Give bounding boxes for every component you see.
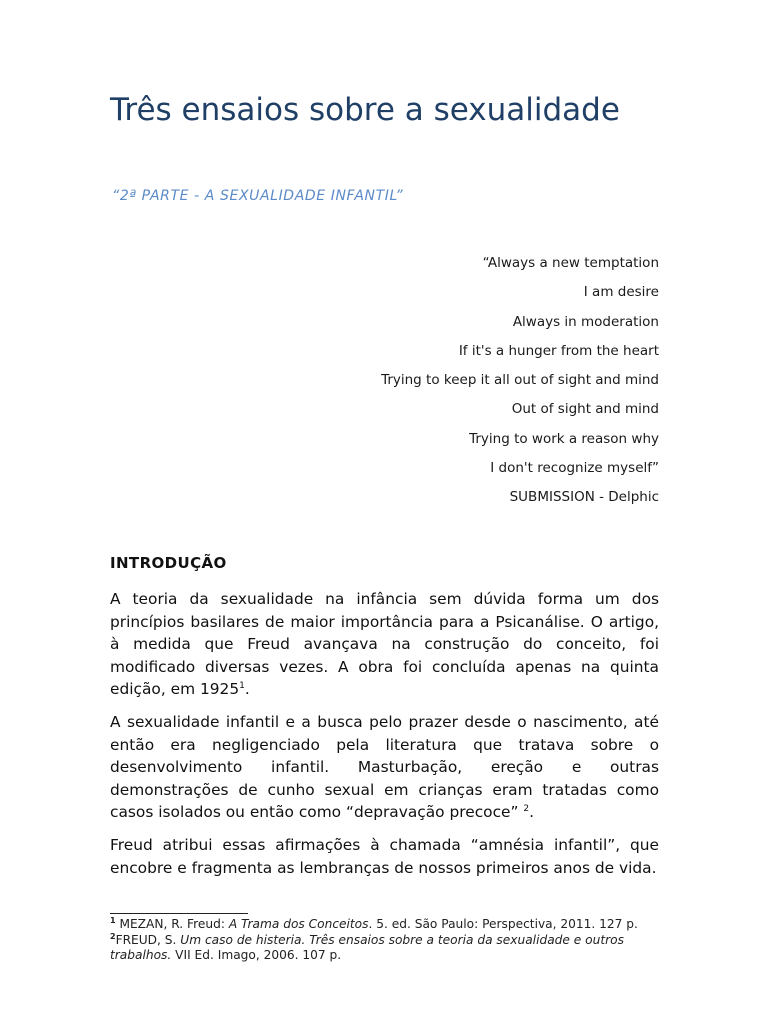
paragraph-text: A teoria da sexualidade na infância sem dúvida forma um dos princípios basilares de maior importância para a Psicanálise. O artigo, à medida que Freud avançava na construção do conceito, foi modificado diversas vezes. A obra foi concluída apenas na quinta edição, em 1925 [110, 590, 659, 699]
epigraph-line: Always in moderation [512, 313, 659, 330]
paragraph [110, 711, 659, 824]
paragraph-text: A sexualidade infantil e a busca pelo prazer desde o nascimento, até então era negligenciado pela literatura que tratava sobre o desenvolvimento infantil. Masturbação, ereção e outras demonstrações de cunho sexual em crianças eram tratadas como casos isolados ou então como “depravação precoce” [110, 712, 659, 822]
footnote-number: 1 [110, 915, 116, 925]
epigraph-line: “Always a new temptation [482, 255, 659, 271]
footnotes [110, 917, 659, 964]
footnote-title: Um caso de histeria. Três ensaios sobre a teoria da sexualidade e outros trabalhos. [110, 933, 624, 962]
footnote-number: 2 [110, 931, 116, 941]
paragraph-end: . [529, 803, 535, 822]
footnote-reference[interactable]: 1 [239, 681, 245, 692]
paragraph [110, 834, 659, 879]
epigraph-line: Out of sight and mind [511, 401, 659, 418]
epigraph-line: Trying to keep it all out of sight and mind [381, 372, 659, 389]
footnote-text: FREUD, S. [115, 933, 181, 947]
footnote [110, 917, 659, 932]
footnote-title: A Trama dos Conceitos [228, 917, 369, 931]
epigraph-line: I am desire [583, 284, 659, 301]
paragraph-text: Freud atribui essas afirmações à chamada “amnésia infantil”, que encobre e fragmenta as lembranças de nossos primeiros anos de vida. [110, 835, 659, 877]
section-heading: INTRODUÇÃO [110, 554, 227, 572]
footnote [110, 933, 659, 963]
footnote-text: . 5. ed. São Paulo: Perspectiva, 2011. 127 p. [368, 917, 638, 931]
epigraph [199, 253, 659, 517]
epigraph-attribution: SUBMISSION - Delphic [509, 489, 659, 506]
footnote-text: MEZAN, R. Freud: [115, 917, 229, 931]
document-title: Três ensaios sobre a sexualidade [110, 92, 620, 128]
epigraph-line: I don't recognize myself” [490, 460, 659, 477]
footnote-text: VII Ed. Imago, 2006. 107 p. [171, 948, 342, 962]
document-subtitle: “2ª PARTE - A SEXUALIDADE INFANTIL” [112, 188, 404, 204]
paragraph [110, 588, 659, 701]
footnote-separator [110, 913, 248, 914]
epigraph-line: If it's a hunger from the heart [458, 342, 659, 359]
paragraph-end: . [244, 680, 250, 699]
epigraph-line: Trying to work a reason why [469, 430, 659, 447]
footnote-reference[interactable]: 2 [523, 804, 530, 815]
introduction-body [110, 588, 659, 879]
